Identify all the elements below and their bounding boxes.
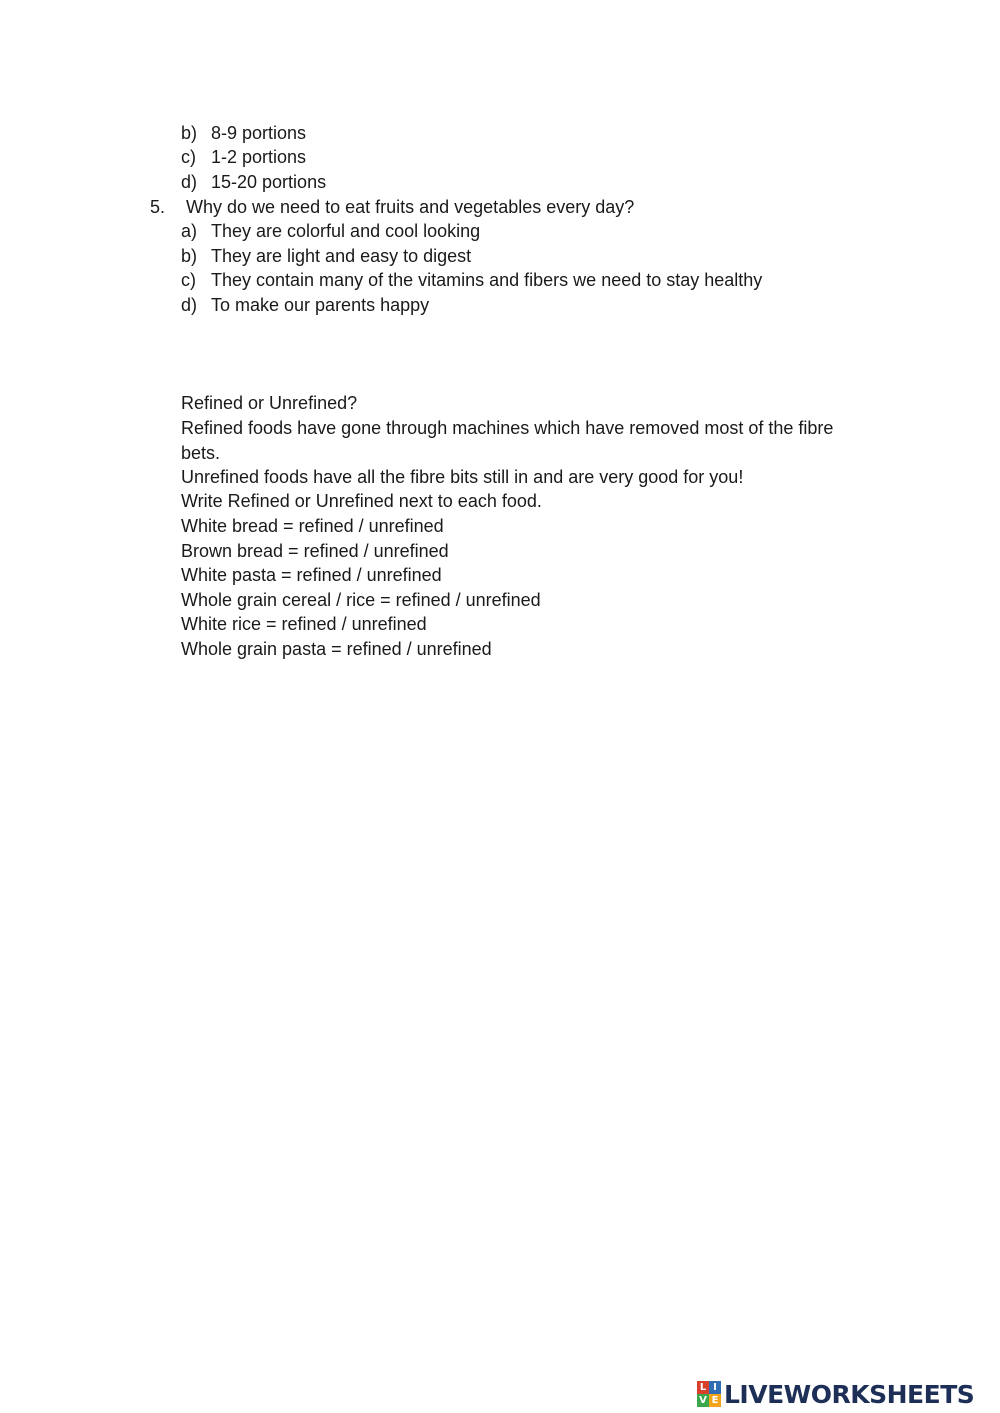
option-marker: c): [181, 270, 196, 290]
option-text: 15-20 portions: [211, 172, 327, 192]
instruction: Write Refined or Unrefined next to each food.: [181, 491, 542, 511]
food-item: Whole grain pasta = refined / unrefined: [181, 639, 492, 659]
logo-wordmark: LIVEWORKSHEETS: [724, 1379, 975, 1409]
food-item: White rice = refined / unrefined: [181, 614, 427, 634]
food-item: White pasta = refined / unrefined: [181, 565, 442, 585]
liveworksheets-logo: [697, 1378, 974, 1410]
option-marker: a): [181, 221, 198, 241]
option-marker: d): [181, 295, 198, 315]
option-text: To make our parents happy: [211, 295, 430, 315]
question-number: 5.: [150, 197, 166, 217]
option-text: They are light and easy to digest: [211, 246, 472, 266]
option-text: They contain many of the vitamins and fibers we need to stay healthy: [211, 270, 763, 290]
question-text: Why do we need to eat fruits and vegetables every day?: [186, 197, 635, 217]
unrefined-definition: Unrefined foods have all the fibre bits still in and are very good for you!: [181, 467, 744, 487]
option-marker: b): [181, 246, 198, 266]
option-marker: c): [181, 147, 196, 167]
refined-definition: Refined foods have gone through machines which have removed most of the fibre bets.: [181, 418, 834, 463]
food-item: Whole grain cereal / rice = refined / unrefined: [181, 590, 541, 610]
section-heading: Refined or Unrefined?: [181, 393, 358, 413]
food-item: White bread = refined / unrefined: [181, 516, 444, 536]
liveworksheets-logo-icon: L I V E: [697, 1381, 721, 1407]
option-text: 1-2 portions: [211, 147, 307, 167]
option-text: They are colorful and cool looking: [211, 221, 481, 241]
option-text: 8-9 portions: [211, 123, 307, 143]
food-item: Brown bread = refined / unrefined: [181, 541, 449, 561]
option-marker: d): [181, 172, 198, 192]
option-marker: b): [181, 123, 198, 143]
